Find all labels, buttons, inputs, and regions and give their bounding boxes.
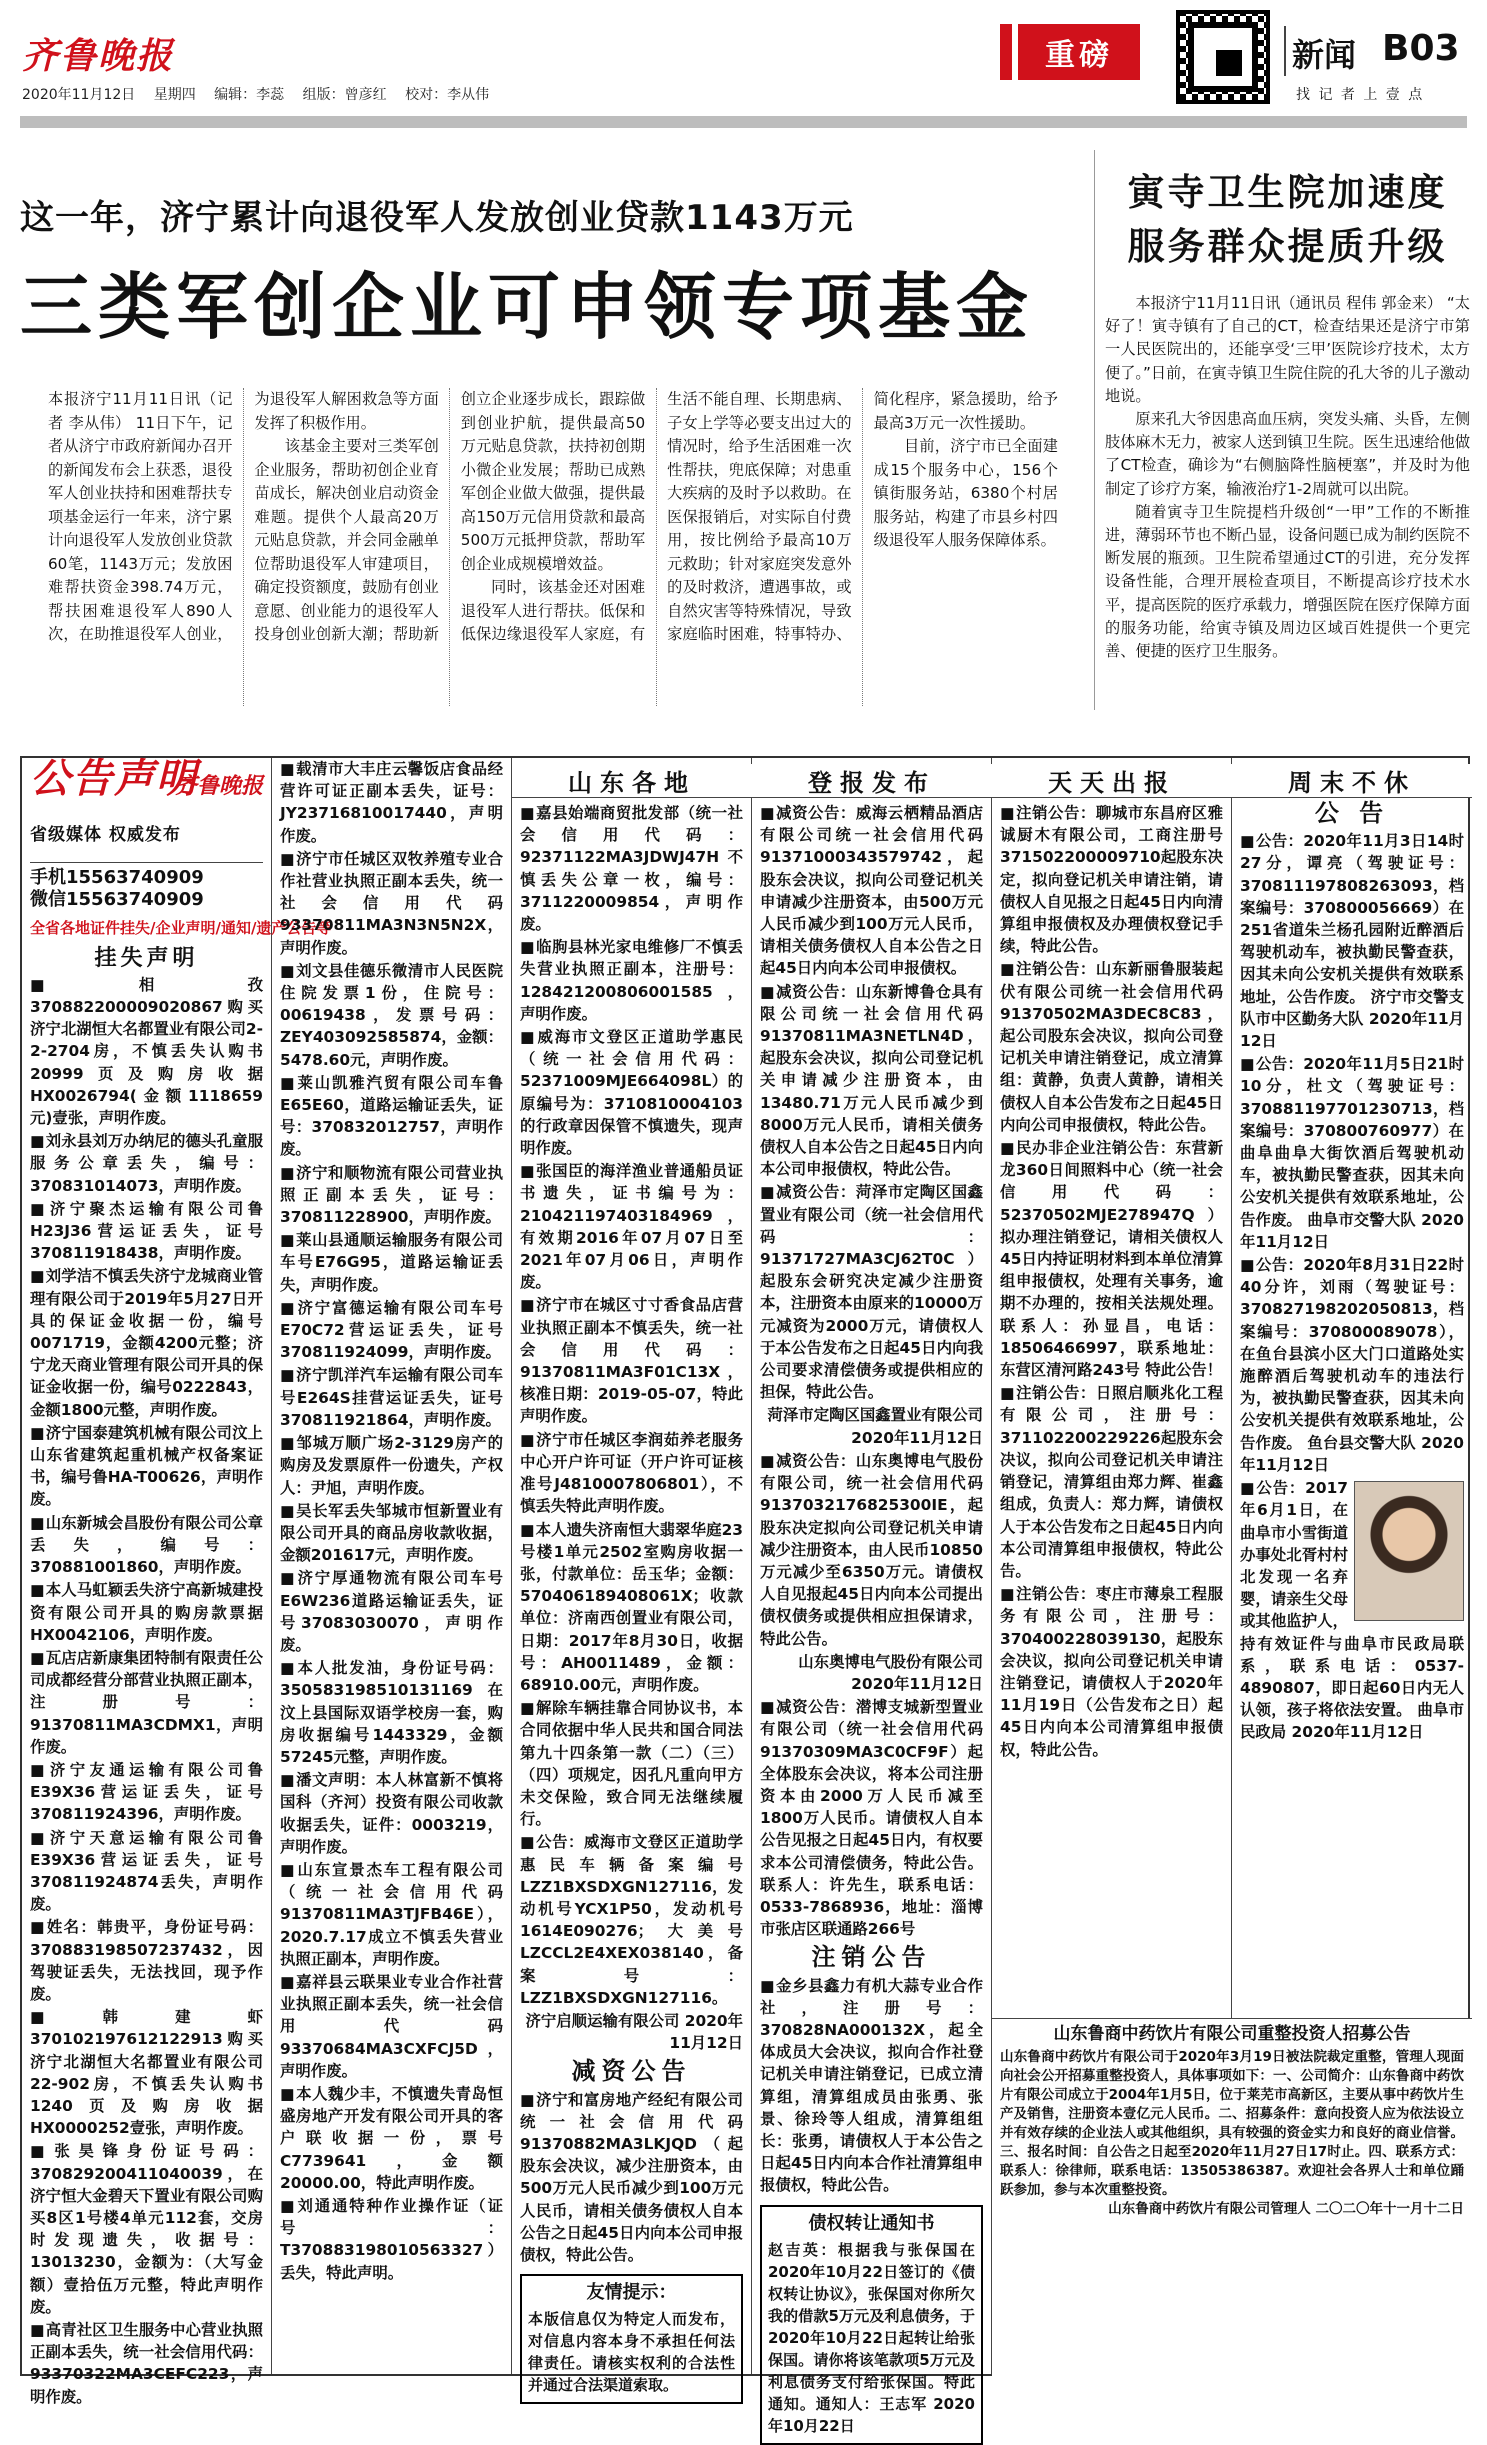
notice-item: ■ 刘学洁不慎丢失济宁龙城商业管理有限公司于2019年5月27日开具的保证金收据一份，编号0071719，金额4200元整；济宁龙天商业管理有限公司开具的保证金收据一份，编号0222843，金额1800元整，声明作废。 — [30, 1265, 263, 1420]
notice-slogan: 全省各地证件挂失/企业声明/通知/遗产公告等 — [30, 919, 332, 938]
lead-paragraph: 该基金主要对三类军创企业服务，帮助初创企业育苗成长，解决创业启动资金难题。提供个人最高20万元贴息贷款，并会同金融单位帮助退役军人审建项目，确定投资额度，鼓励有创业意愿、创业能力的退役军人投身创业创新大潮；帮助新创立企业逐步成长，跟踪做到创业护航，提供最高50万元贴息贷款，扶持初创期小微企业发展；帮助已成熟军创企业做大做强，提供最高150万元信用贷款和最高500万元抵押贷款，帮助军创企业成规模增效益。 — [254, 390, 646, 643]
notice-item: ■ 临朐县林光家电维修厂不慎丢失营业执照正副本，注册号：128421200806001585，声明作废。 — [520, 936, 743, 1025]
friendly-tip-text: 本版信息仅为特定人而发布，对信息内容本身不承担任何法律责任。请核实权利的合法性并通过合法渠道索取。 — [528, 2310, 735, 2395]
column-title: 减资公告 — [571, 2057, 692, 2086]
side-title — [1105, 166, 1470, 274]
lead-paragraph: 目前，济宁市已全面建成15个服务中心，156个镇街服务站，6380个村居服务站，构建了市县乡村四级退役军人服务保障体系。 — [873, 437, 1058, 549]
header-divider — [1284, 26, 1286, 76]
notice-item: ■ 邹城万顺广场2-3129房产的购房及发票原件一份遗失，产权人：尹旭，声明作废。 — [280, 1432, 503, 1499]
notice-item: ■ 解除车辆挂靠合同协议书，本合同依据中华人民共和国合同法第九十四条第一款（二）（三）（四）项规定，因孔凡重向甲方未交保险，致合同无法继续履行。 — [520, 1697, 743, 1830]
notice-item: ■ 载清市大丰庄云馨饭店食品经营许可证正副本丢失，证号：JY23716810017440，声明作废。 — [280, 758, 503, 847]
side-title-line: 寅寺卫生院加速度 — [1127, 171, 1448, 214]
notice-item: ■ 减资公告：山东新博鲁仓具有限公司统一社会信用代码91370811MA3NETLN4D，起股东会决议，拟向公司登记机关申请减少注册资本，由13480.71万元人民币减少到8000万元人民币，请相关债务债权人自本公告之日起45日内向本公司申报债权，特此公告。 — [760, 981, 983, 1181]
notice-item: ■ 济宁厚通物流有限公司车号E6W236道路运输证丢失，证号37083030070，声明作废。 — [280, 1567, 503, 1656]
restructuring-notice — [992, 2018, 1472, 2378]
notice-item: ■ 高青社区卫生服务中心营业执照正副本丢失，统一社会信用代码：93370322MA3CEFC223，声明作废。 — [30, 2319, 263, 2408]
banner-item: 登报发布 — [808, 769, 936, 797]
notice-item: ■ 民办非企业注销公告：东营新龙360日间照料中心（统一社会信用代码：52370502MJE278947Q）拟办理注销登记，请相关债权人45日内持证明材料到本单位清算组申报债权，处理有关事务，逾期不办理的，按相关法规处理。联系人：孙显昌，电话：18506466997，联系地址：东营区清河路243号 特此公告！ — [1000, 1137, 1223, 1381]
notice-item: ■ 公告：2020年11月3日14时27分，谭亮（驾驶证号：370811197808263093，档案编号：370800056669）在251省道朱兰杨孔园附近醉酒后驾驶机动车，被执勤民警查获，因其未向公安机关提供有效联系地址，公告作废。 济宁市交警支队市中区勤务大队 2020年11月12日 — [1240, 830, 1464, 1052]
notice-item: ■ 金乡县鑫力有机大蒜专业合作社，注册号：370828NA000132X，起全体成员大会决议，拟向合作社登记机关申请注销登记，已成立清算组，清算组成员由张勇、张景、徐玲等人组成，清算组组长：张勇，请债权人于本公告之日起45日内向本合作社清算组申报债权，特此公告。 — [760, 1975, 983, 2197]
notice-column-2 — [272, 758, 512, 2374]
notice-item: ■ 莱山县通顺运输服务有限公司车号E76G95，道路运输证丢失，声明作废。 — [280, 1229, 503, 1296]
notice-item: ■ 本人马虹颖丢失济宁高新城建投资有限公司开具的购房款票据HX0042106，声明作废。 — [30, 1579, 263, 1646]
notice-item: ■ 济宁市任城区双牧养殖专业合作社营业执照正副本丢失，统一社会信用代码93370811MA3N3N5N2X，声明作废。 — [280, 848, 503, 959]
section-tag: 重磅 — [1018, 24, 1140, 80]
notice-signature: 济宁启顺运输有限公司 2020年11月12日 — [525, 2011, 743, 2053]
side-paragraph: 随着寅寺卫生院提档升级创“一甲”工作的不断推进，薄弱环节也不断凸显，设备问题已成为制约医院不断发展的瓶颈。卫生院希望通过CT的引进，充分发挥设备性能，合理开展检查项目，不断提高诊疗技术水平，提高医院的医疗承载力，增强医院在医疗保障方面的服务功能，给寅寺镇及周边区域百姓提供一个更完善、便捷的医疗卫生服务。 — [1105, 502, 1470, 661]
notice-item: ■ 山东宣景杰车工程有限公司（统一社会信用代码91370811MA3TJFB46E），2020.7.17成立不慎丢失营业执照正副本，声明作废。 — [280, 1859, 503, 1970]
transfer-notice-text: 赵吉英：根据我与张保国在2020年10月22日签订的《债权转让协议》，张保国对你所欠我的借款5万元及利息债务，于2020年10月22日起转让给张保国。请你将该笔款项5万元及利息债务支付给张保国。特此通知。通知人：王志军 2020年10月22日 — [768, 2240, 975, 2435]
banner-item: 山东各地 — [568, 769, 696, 797]
tag-decoration — [1000, 24, 1012, 80]
notice-item: ■ 刘通通特种作业操作证（证号：T370883198010563327）丢失，特此声明。 — [280, 2195, 503, 2284]
layout-credit: 组版：曾彦红 — [302, 87, 387, 103]
notice-item: ■ 注销公告：聊城市东昌府区雅诚厨木有限公司，工商注册号371502200009710起股东决定，拟向登记机关申请注销，请债权人自见报之日起45日内向清算组申报债权及办理债权登记手续，特此公告。 — [1000, 802, 1223, 957]
header-rule — [20, 116, 1467, 128]
notice-item: ■ 吴长军丢失邹城市恒新置业有限公司开具的商品房收款收据，金额201617元，声明作废。 — [280, 1500, 503, 1567]
notice-item: ■ 济宁友通运输有限公司鲁E39X36营运证丢失，证号370811924396，声明作废。 — [30, 1759, 263, 1826]
notice-item: ■ 山东新城会昌股份有限公司公章丢失，编号：370881001860，声明作废。 — [30, 1512, 263, 1579]
column-title: 注销公告 — [811, 1943, 932, 1972]
newspaper-logo: 齐鲁晚报 — [22, 35, 175, 77]
side-story — [1094, 150, 1470, 710]
notice-item: ■ 减资公告：山东奥博电气股份有限公司，统一社会信用代码9137032176825300IE，起股东决定拟向公司登记机关申请减少注册资本，由人民币10850万元减少至6350万元。请债权人自见报起45日内向本公司提出债权债务或提供相应担保请求，特此公告。 — [760, 1450, 983, 1650]
transfer-notice-box — [760, 2205, 983, 2445]
issue-date: 2020年11月12日 — [22, 87, 136, 103]
notice-column-3 — [512, 758, 752, 2395]
child-photo — [1354, 1481, 1464, 1621]
notice-item: ■ 刘文县佳德乐微清市人民医院住院发票1份，住院号：00619438，发票号码：ZEY403092585874，金额：5478.60元，声明作废。 — [280, 960, 503, 1071]
notice-item: ■ 本人遗失济南恒大翡翠华庭23号楼1单元2502室购房收据一张，付款单位：岳玉华；金额：570406189408061X；收款单位：济南西创置业有限公司，日期：2017年8月30日，收据号：AH0011489，金额：68910.00元，声明作废。 — [520, 1519, 743, 1697]
editor-credit: 编辑：李蕊 — [214, 87, 285, 103]
masthead — [0, 0, 1487, 130]
side-body — [1105, 292, 1470, 663]
side-title-line: 服务群众提质升级 — [1127, 225, 1448, 268]
notice-item: ■ 嘉县始端商贸批发部（统一社会信用代码：92371122MA3JDWJ47H不慎丢失公章一枚，编号：3711220009854，声明作废。 — [520, 802, 743, 935]
lead-subhead: 这一年，济宁累计向退役军人发放创业贷款1143万元 — [20, 198, 854, 238]
lead-story — [20, 150, 1080, 710]
proof-credit: 校对：李从伟 — [405, 87, 490, 103]
notice-item: ■ 济宁聚杰运输有限公司鲁H23J36营运证丢失，证号370811918438，声明作废。 — [30, 1198, 263, 1265]
notice-item: ■ 济宁市任城区李润茹养老服务中心开户许可证（开户许可证核准号J4810007806801），不慎丢失特此声明作废。 — [520, 1429, 743, 1518]
notice-item: ■ 瓦店店新康集团特制有限责任公司成都经营分部营业执照正副本，注册号：91370811MA3CDMX1，声明作废。 — [30, 1647, 263, 1758]
notice-item: ■ 公告：威海市文登区正道助学惠民车辆备案编号LZZ1BXSDXGN127116，发动机号YCX1P50，发动机号1614E090276；大美号LZCCL2E4XEX038140，备案号：LZZ1BXSDXGN127116。 — [520, 1831, 743, 2009]
notice-item: ■ 韩建虾370102197612122913购买济宁北湖恒大名都置业有限公司22-902房，不慎丢失认购书1240页及购房收据HX0000252壹张，声明作废。 — [30, 2006, 263, 2139]
notice-item: ■ 济宁天意运输有限公司鲁E39X36营运证丢失，证号370811924874丢失，声明作废。 — [30, 1827, 263, 1916]
lead-headline: 三类军创企业可申领专项基金 — [20, 265, 1035, 349]
notices-section — [20, 756, 1470, 2435]
notice-item: ■ 注销公告：日照启顺兆化工程有限公司，注册号：371102200229226起股东会决议，拟向公司登记机关申请注销登记，清算组由郑力辉、崔鑫组成，负责人：郑力辉，请债权人于本公告发布之日起45日内向本公司清算组申报债权，特此公告。 — [1000, 1382, 1223, 1582]
notice-item: ■ 嘉祥县云联果业专业合作社营业执照正副本丢失，统一社会信用代码93370684MA3CXFCJ5D，声明作废。 — [280, 1971, 503, 2082]
notice-item: ■ 公告：2020年8月31日22时40分许，刘雨（驾驶证号：370827198202050813，档案编号：370800089078），在鱼台县滨小区大门口道路处实施醉酒后驾驶机动车的违法行为，被执勤民警查获，因其未向公安机关提供有效联系地址，公告作废。 鱼台县交警大队 2020年11月12日 — [1240, 1254, 1464, 1476]
notice-item: ■ 莱山凯雅汽贸有限公司车鲁E65E60，道路运输证丢失，证号：370832012757，声明作废。 — [280, 1072, 503, 1161]
page-number: B03 — [1382, 28, 1460, 69]
brand-logo: 齐鲁晚报 — [174, 774, 263, 799]
notice-item: ■ 刘永县刘万办纳尼的德头孔童服服务公章丢失，编号：370831014073，声明作废。 — [30, 1130, 263, 1197]
notice-item: ■ 减资公告：潜博支城新型置业有限公司（统一社会信用代码91370309MA3C0CF9F）起全体股东会决议，将本公司注册资本由2000万人民币减至1800万人民币。请债权人自本公告见报之日起45日内，有权要求本公司清偿债务，特此公告。联系人：许先生，联系电话：0533-7868936，地址：淄博市张店区联通路266号 — [760, 1696, 983, 1940]
issue-weekday: 星期四 — [153, 87, 196, 103]
friendly-tip-box — [520, 2274, 743, 2404]
notice-signature: 菏泽市定陶区国鑫置业有限公司 2020年11月12日 — [767, 1406, 983, 1447]
notice-item: ■ 减资公告：威海云栖精品酒店有限公司统一社会信用代码91371000343579742，起股东会决议，拟向公司登记机关申请减少注册资本，由500万元人民币减少到100万元人民币，请相关债务债权人自本公告之日起45日内向本公司申报债权。 — [760, 802, 983, 980]
notice-item: ■ 济宁凯洋汽车运输有限公司车号E264S挂营运证丢失，证号370811921864，声明作废。 — [280, 1364, 503, 1431]
brand-subtitle: 省级媒体 权威发布 — [30, 825, 181, 845]
notice-item: ■ 济宁市在城区寸寸香食品店营业执照正副本不慎丢失，统一社会信用代码：91370811MA3F01C13X，核准日期：2019-05-07，特此声明作废。 — [520, 1294, 743, 1427]
notice-item: ■ 张昊锋身份证号码：370829200411040039，在济宁恒大金碧天下置业有限公司购买8区1号楼4单元112套，交房时发现遗失，收据号：13013230，金额为：（大写金额）壹拾伍万元整，特此声明作废。 — [30, 2140, 263, 2318]
phone-number: 手机15563740909 — [30, 867, 204, 888]
notice-item: ■ 张国臣的海洋渔业普通船员证书遗失，证书编号为：210421197403184969，有效期2016年07月07日至2021年07月06日，声明作废。 — [520, 1160, 743, 1293]
notice-item: ■ 济宁富德运输有限公司车号E70C72营运证丢失，证号370811924099，声明作废。 — [280, 1297, 503, 1364]
side-paragraph: 本报济宁11月11日讯（通讯员 程伟 郭金来） “太好了！寅寺镇有了自己的CT，检查结果还是济宁市第一人民医院出的，还能享受‘三甲’医院诊疗技术，太方便了。”日前，在寅寺镇卫生院住院的孔大爷的儿子激动地说。 — [1105, 294, 1470, 405]
notice-item: ■ 济宁和顺物流有限公司营业执照正副本丢失，证号：370811228900，声明作废。 — [280, 1162, 503, 1229]
banner-item: 天天出报 — [1048, 769, 1176, 797]
banner-item: 周末不休 — [1288, 769, 1416, 797]
lead-body — [48, 388, 1058, 706]
notice-item: ■ 相孜370882200009020867购买济宁北湖恒大名都置业有限公司2-2-2704房，不慎丢失认购书20999页及购房收据HX0026794(金额1118659元)壹张，声明作废。 — [30, 974, 263, 1129]
notice-item: ■ 公告：2020年11月5日21时10分，杜文（驾驶证号：370881197701230713，档案编号：370800760977）在曲阜曲阜大街饮酒后驾驶机动车，被执勤民警查获，因其未向公安机关提供有效联系地址，公告作废。 曲阜市交警大队 2020年11月12日 — [1240, 1053, 1464, 1253]
notice-column-1 — [22, 756, 332, 2406]
notice-brand — [30, 756, 263, 858]
notices-banner — [512, 764, 1472, 798]
restructuring-signature: 山东鲁商中药饮片有限公司管理人 二〇二〇年十一月十二日 — [1108, 2201, 1464, 2217]
reporter-line: 找 记 者 上 壹 点 — [1296, 87, 1425, 103]
notice-item: ■ 本人批发油，身份证号码：350583198510131169在汶上县国际双语学校房一套，购房收据编号1443329，金额57245元整，声明作废。 — [280, 1657, 503, 1768]
notice-item: ■ 济宁国泰建筑机械有限公司汶上山东省建筑起重机械产权备案证书，编号鲁HA-T00626，声明作废。 — [30, 1422, 263, 1511]
notice-item: ■ 潘文声明：本人林富新不慎将国科（齐河）投资有限公司收款收据丢失，证件：0003219，声明作废。 — [280, 1769, 503, 1858]
wechat-number: 微信15563740909 — [30, 889, 204, 911]
restructuring-title: 山东鲁商中药饮片有限公司重整投资人招募公告 — [1053, 2024, 1411, 2044]
notice-item: ■ 减资公告：菏泽市定陶区国鑫置业有限公司（统一社会信用代码：91371727MA3CJ62T0C）起股东会研究决定减少注册资本，注册资本由原来的10000万元减资为2000万元，请债权人于本公告发布之日起45日内向我公司要求清偿债务或提供相应的担保，特此公告。 — [760, 1181, 983, 1403]
notice-item: ■ 公告：2017年6月1日，在曲阜市小雪街道办事处北胥村村北发现一名弃婴，请亲生父母或其他监护人，持有效证件与曲阜市民政局联系，联系电话：0537-4890807，即日起60日内无人认领，孩子将依法安置。 曲阜市民政局 2020年11月12日 — [1240, 1477, 1464, 1743]
side-paragraph: 原来孔大爷因患高血压病，突发头痛、头昏，左侧肢体麻木无力，被家人送到镇卫生院。医生迅速给他做了CT检查，确诊为“右侧脑降性脑梗塞”，并及时为他制定了诊疗方案，输液治疗1-2周就可以出院。 — [1105, 410, 1470, 498]
column-heading: 挂失声明 — [94, 945, 199, 971]
qr-code-icon — [1176, 10, 1270, 104]
notice-signature: 山东奥博电气股份有限公司 2020年11月12日 — [798, 1652, 983, 1693]
notice-item: ■ 威海市文登区正道助学惠民（统一社会信用代码：52371009MJE664098L）的原编号为：3710810004103的行政章因保管不慎遗失，现声明作废。 — [520, 1026, 743, 1159]
restructuring-text: 山东鲁商中药饮片有限公司于2020年3月19日被法院裁定重整，管理人现面向社会公开招募重整投资人，具体事项如下：一、公司简介：山东鲁商中药饮片有限公司成立于2004年1月5日，位于莱芜市高新区，主要从事中药饮片生产及销售，注册资本壹亿元人民币。二、招募条件：意向投资人应为依法设立并有效存续的企业法人或其他组织，具有较强的资金实力和良好的商业信誉。三、报名时间：自公告之日起至2020年11月27日17时止。四、联系方式：联系人：徐律师，联系电话：13505386387。欢迎社会各界人士和单位踊跃参加，参与本次重整投资。 — [1000, 2049, 1464, 2198]
section-name: 新闻 — [1292, 36, 1357, 74]
transfer-notice-title: 债权转让通知书 — [808, 2212, 935, 2234]
notice-item: ■ 姓名：韩贵平，身份证号码：370883198507237432，因驾驶证丢失，无法找回，现予作废。 — [30, 1916, 263, 2005]
lead-paragraph: 本报济宁11月11日讯（记者 李从伟） 11日下午，记者从济宁市政府新闻办召开的新闻发布会上获悉，退役军人创业扶持和困难帮扶专项基金运行一年来，济宁累计向退役军人发放创业贷款60笔，1143万元；发放困难帮扶资金398.74万元，帮扶困难退役军人890人次，在助推退役军人创业，为退役军人解困救急等方面发挥了积极作用。 — [48, 390, 439, 643]
notice-column-4 — [752, 758, 992, 2435]
friendly-tip-title: 友情提示： — [586, 2282, 677, 2304]
lead-paragraph: 同时，该基金还对困难退役军人进行帮扶。低保和低保边缘退役军人家庭，有生活不能自理、长期患病、子女上学等必要支出过大的情况时，给予生活困难一次性帮扶，兜底保障；对患重大疾病的及时予以救助。在医保报销后，对实际自付费用，按比例给予最高10万元救助；针对家庭突发意外的及时救济，遭遇事故，或自然灾害等特殊情况，导致家庭临时困难，特事特办、简化程序，紧急援助，给予最高3万元一次性援助。 — [460, 390, 1058, 643]
dateline — [22, 84, 503, 104]
notice-item: ■ 注销公告：山东新丽鲁服装起伏有限公司统一社会信用代码91370502MA3DEC8C83，起公司股东会决议，拟向公司登记机关申请注销登记，成立清算组：黄静，负责人黄静，请相关债权人自本公告发布之日起45日内向公司申报债权，特此公告。 — [1000, 958, 1223, 1136]
contact-box — [30, 862, 263, 911]
notice-item: ■ 注销公告：枣庄市薄泉工程服务有限公司，注册号：370400228039130，起股东会决议，拟向公司登记机关申请注销登记，请债权人于2020年11月19日（公告发布之日）起45日内向本公司清算组申报债权，特此公告。 — [1000, 1583, 1223, 1761]
notice-item: ■ 济宁和富房地产经纪有限公司统一社会信用代码91370882MA3LKJQD（起股东会决议，减少注册资本，由500万元人民币减少到100万元人民币，请相关债务债权人自本公告之日起45日内向本公司申报债权，特此公告。 — [520, 2089, 743, 2267]
column-heading: 公 告 — [1314, 799, 1390, 827]
notice-item: ■ 本人魏少丰，不慎遗失青岛恒盛房地产开发有限公司开具的客户联收据一份，票号C7739641，金额20000.00，特此声明作废。 — [280, 2083, 503, 2194]
brand-title: 公告声明 — [30, 756, 198, 802]
